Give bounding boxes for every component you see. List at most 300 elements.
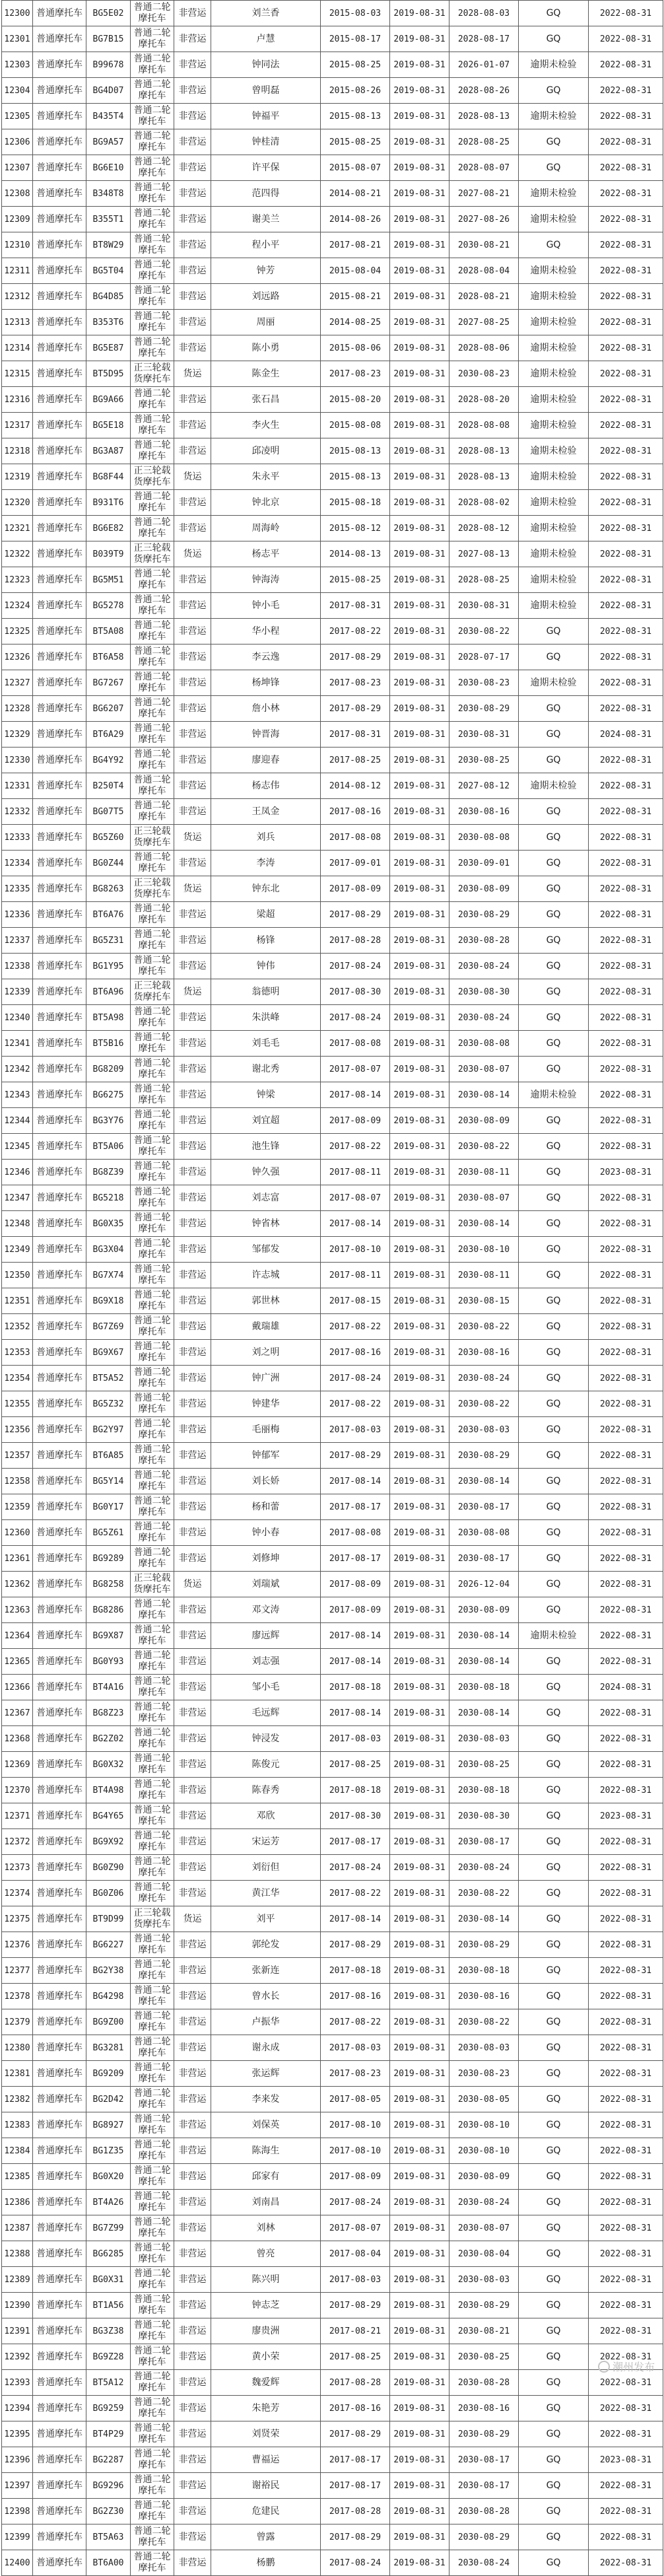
- registration-date-cell: 2017-08-25: [321, 748, 390, 773]
- scrap-date-cell: 2030-08-07: [449, 2215, 519, 2241]
- record-number-cell: 12339: [2, 979, 33, 1005]
- insurance-end-date-cell: 2022-08-31: [589, 1752, 663, 1778]
- insurance-end-date-cell: 2022-08-31: [589, 1829, 663, 1855]
- vehicle-category-cell: 普通摩托车: [33, 799, 86, 825]
- inspection-valid-date-cell: 2019-08-31: [390, 1494, 449, 1520]
- plate-number-cell: BT6A96: [86, 979, 131, 1005]
- record-number-cell: 12353: [2, 1340, 33, 1366]
- registration-date-cell: 2017-08-22: [321, 1314, 390, 1340]
- usage-nature-cell: 非营运: [174, 2550, 211, 2576]
- watermark: [598, 2359, 655, 2374]
- vehicle-category-cell: 普通摩托车: [33, 1005, 86, 1031]
- watermark-text: 潮州发布: [612, 2361, 655, 2373]
- usage-nature-cell: 非营运: [174, 722, 211, 748]
- record-number-cell: 12326: [2, 644, 33, 670]
- usage-nature-cell: 非营运: [174, 258, 211, 284]
- record-number-cell: 12328: [2, 696, 33, 722]
- vehicle-type-cell: 普通二轮摩托车: [131, 2138, 174, 2164]
- registration-date-cell: 2017-08-09: [321, 1572, 390, 1597]
- table-row: [2, 928, 663, 954]
- plate-number-cell: BT5A06: [86, 1134, 131, 1160]
- owner-name-cell: 张运辉: [211, 2061, 321, 2087]
- record-number-cell: 12333: [2, 825, 33, 851]
- table-row: [2, 851, 663, 876]
- usage-nature-cell: 非营运: [174, 1160, 211, 1185]
- insurance-end-date-cell: 2022-08-31: [589, 1855, 663, 1881]
- insurance-end-date-cell: 2022-08-31: [589, 335, 663, 361]
- plate-number-cell: BG9Z28: [86, 2344, 131, 2370]
- vehicle-status-cell: GQ: [519, 1829, 589, 1855]
- table-row: [2, 1675, 663, 1700]
- table-row: [2, 1108, 663, 1134]
- owner-name-cell: 华小程: [211, 619, 321, 644]
- owner-name-cell: 宋运芳: [211, 1829, 321, 1855]
- vehicle-category-cell: 普通摩托车: [33, 1572, 86, 1597]
- vehicle-category-cell: 普通摩托车: [33, 1031, 86, 1057]
- table-row: [2, 1520, 663, 1546]
- plate-number-cell: BG4Y65: [86, 1803, 131, 1829]
- registration-date-cell: 2017-08-05: [321, 2087, 390, 2112]
- record-number-cell: 12300: [2, 1, 33, 26]
- inspection-valid-date-cell: 2019-08-31: [390, 1263, 449, 1288]
- record-number-cell: 12381: [2, 2061, 33, 2087]
- registration-date-cell: 2017-08-07: [321, 2215, 390, 2241]
- scrap-date-cell: 2030-08-14: [449, 1211, 519, 1237]
- insurance-end-date-cell: 2022-08-31: [589, 1778, 663, 1803]
- vehicle-category-cell: 普通摩托车: [33, 567, 86, 593]
- insurance-end-date-cell: 2022-08-31: [589, 1031, 663, 1057]
- plate-number-cell: BG8286: [86, 1597, 131, 1623]
- registration-date-cell: 2017-08-11: [321, 1160, 390, 1185]
- inspection-valid-date-cell: 2019-08-31: [390, 799, 449, 825]
- plate-number-cell: BG9289: [86, 1546, 131, 1572]
- owner-name-cell: 张新连: [211, 1958, 321, 1984]
- vehicle-category-cell: 普通摩托车: [33, 644, 86, 670]
- record-number-cell: 12362: [2, 1572, 33, 1597]
- registration-date-cell: 2017-08-28: [321, 928, 390, 954]
- insurance-end-date-cell: 2022-08-31: [589, 155, 663, 181]
- insurance-end-date-cell: 2022-08-31: [589, 1, 663, 26]
- insurance-end-date-cell: 2022-08-31: [589, 902, 663, 928]
- insurance-end-date-cell: 2022-08-31: [589, 2061, 663, 2087]
- registration-date-cell: 2017-08-03: [321, 1417, 390, 1443]
- insurance-end-date-cell: 2022-08-31: [589, 2138, 663, 2164]
- registration-date-cell: 2017-08-15: [321, 1288, 390, 1314]
- usage-nature-cell: 非营运: [174, 1082, 211, 1108]
- table-row: [2, 78, 663, 104]
- scrap-date-cell: 2030-08-14: [449, 1082, 519, 1108]
- insurance-end-date-cell: 2022-08-31: [589, 1417, 663, 1443]
- vehicle-type-cell: 普通二轮摩托车: [131, 670, 174, 696]
- table-row: [2, 1288, 663, 1314]
- scrap-date-cell: 2030-08-29: [449, 2524, 519, 2550]
- vehicle-type-cell: 普通二轮摩托车: [131, 1211, 174, 1237]
- plate-number-cell: BG5Z31: [86, 928, 131, 954]
- table-row: [2, 258, 663, 284]
- record-number-cell: 12338: [2, 954, 33, 979]
- insurance-end-date-cell: 2022-08-31: [589, 2396, 663, 2421]
- vehicle-status-cell: GQ: [519, 979, 589, 1005]
- owner-name-cell: 谢永成: [211, 2035, 321, 2061]
- vehicle-category-cell: 普通摩托车: [33, 1597, 86, 1623]
- vehicle-status-cell: GQ: [519, 1134, 589, 1160]
- table-row: [2, 799, 663, 825]
- owner-name-cell: 黄江华: [211, 1881, 321, 1906]
- table-row: [2, 825, 663, 851]
- vehicle-type-cell: 普通二轮摩托车: [131, 1340, 174, 1366]
- vehicle-status-cell: GQ: [519, 1958, 589, 1984]
- scrap-date-cell: 2030-08-23: [449, 361, 519, 387]
- insurance-end-date-cell: 2022-08-31: [589, 413, 663, 438]
- usage-nature-cell: 非营运: [174, 1726, 211, 1752]
- owner-name-cell: 钟浸发: [211, 1726, 321, 1752]
- insurance-end-date-cell: 2022-08-31: [589, 2241, 663, 2267]
- scrap-date-cell: 2030-08-18: [449, 1958, 519, 1984]
- usage-nature-cell: 非营运: [174, 799, 211, 825]
- owner-name-cell: 杨和蕾: [211, 1494, 321, 1520]
- owner-name-cell: 张石昌: [211, 387, 321, 413]
- vehicle-status-cell: GQ: [519, 2550, 589, 2576]
- inspection-valid-date-cell: 2019-08-31: [390, 1160, 449, 1185]
- inspection-valid-date-cell: 2019-08-31: [390, 335, 449, 361]
- table-row: [2, 2035, 663, 2061]
- owner-name-cell: 廖远辉: [211, 1623, 321, 1649]
- record-number-cell: 12399: [2, 2524, 33, 2550]
- vehicle-records-table: [1, 0, 663, 2576]
- plate-number-cell: BG2Z30: [86, 2499, 131, 2524]
- table-row: [2, 464, 663, 490]
- usage-nature-cell: 非营运: [174, 1340, 211, 1366]
- vehicle-status-cell: GQ: [519, 1597, 589, 1623]
- vehicle-status-cell: GQ: [519, 1237, 589, 1263]
- vehicle-status-cell: GQ: [519, 1700, 589, 1726]
- insurance-end-date-cell: 2022-08-31: [589, 1185, 663, 1211]
- insurance-end-date-cell: 2022-08-31: [589, 52, 663, 78]
- record-number-cell: 12334: [2, 851, 33, 876]
- plate-number-cell: BG8Z39: [86, 1160, 131, 1185]
- owner-name-cell: 许志城: [211, 1263, 321, 1288]
- record-number-cell: 12337: [2, 928, 33, 954]
- record-number-cell: 12324: [2, 593, 33, 619]
- registration-date-cell: 2017-08-09: [321, 1597, 390, 1623]
- registration-date-cell: 2017-08-24: [321, 2550, 390, 2576]
- owner-name-cell: 程小平: [211, 232, 321, 258]
- scrap-date-cell: 2030-08-24: [449, 1366, 519, 1391]
- inspection-valid-date-cell: 2019-08-31: [390, 207, 449, 232]
- registration-date-cell: 2017-08-29: [321, 644, 390, 670]
- vehicle-category-cell: 普通摩托车: [33, 2190, 86, 2215]
- scrap-date-cell: 2030-08-03: [449, 1726, 519, 1752]
- owner-name-cell: 曾露: [211, 2524, 321, 2550]
- inspection-valid-date-cell: 2019-08-31: [390, 696, 449, 722]
- plate-number-cell: BT5A12: [86, 2370, 131, 2396]
- insurance-end-date-cell: 2022-08-31: [589, 2035, 663, 2061]
- vehicle-category-cell: 普通摩托车: [33, 1881, 86, 1906]
- vehicle-status-cell: GQ: [519, 902, 589, 928]
- plate-number-cell: BG9X18: [86, 1288, 131, 1314]
- owner-name-cell: 钟桂清: [211, 129, 321, 155]
- table-row: [2, 1057, 663, 1082]
- vehicle-category-cell: 普通摩托车: [33, 1211, 86, 1237]
- inspection-valid-date-cell: 2019-08-31: [390, 1572, 449, 1597]
- plate-number-cell: BG9X67: [86, 1340, 131, 1366]
- owner-name-cell: 杨鹏: [211, 2550, 321, 2576]
- insurance-end-date-cell: 2022-08-31: [589, 516, 663, 541]
- registration-date-cell: 2017-08-28: [321, 2370, 390, 2396]
- vehicle-status-cell: 逾期未检验: [519, 1082, 589, 1108]
- plate-number-cell: BG5278: [86, 593, 131, 619]
- vehicle-category-cell: 普通摩托车: [33, 2035, 86, 2061]
- record-number-cell: 12329: [2, 722, 33, 748]
- vehicle-category-cell: 普通摩托车: [33, 2267, 86, 2293]
- vehicle-type-cell: 普通二轮摩托车: [131, 2473, 174, 2499]
- vehicle-category-cell: 普通摩托车: [33, 490, 86, 516]
- insurance-end-date-cell: 2022-08-31: [589, 670, 663, 696]
- inspection-valid-date-cell: 2019-08-31: [390, 2009, 449, 2035]
- registration-date-cell: 2017-08-18: [321, 1675, 390, 1700]
- vehicle-category-cell: 普通摩托车: [33, 2499, 86, 2524]
- scrap-date-cell: 2030-08-17: [449, 1829, 519, 1855]
- record-number-cell: 12384: [2, 2138, 33, 2164]
- registration-date-cell: 2017-08-03: [321, 1726, 390, 1752]
- plate-number-cell: B348T8: [86, 181, 131, 207]
- plate-number-cell: BG9A66: [86, 387, 131, 413]
- inspection-valid-date-cell: 2019-08-31: [390, 2550, 449, 2576]
- scrap-date-cell: 2028-08-03: [449, 1, 519, 26]
- registration-date-cell: 2015-08-17: [321, 26, 390, 52]
- registration-date-cell: 2017-08-18: [321, 1958, 390, 1984]
- usage-nature-cell: 非营运: [174, 2267, 211, 2293]
- scrap-date-cell: 2026-01-07: [449, 52, 519, 78]
- usage-nature-cell: 非营运: [174, 928, 211, 954]
- usage-nature-cell: 非营运: [174, 2241, 211, 2267]
- vehicle-type-cell: 普通二轮摩托车: [131, 1, 174, 26]
- scrap-date-cell: 2027-08-26: [449, 207, 519, 232]
- owner-name-cell: 卢振华: [211, 2009, 321, 2035]
- table-row: [2, 26, 663, 52]
- registration-date-cell: 2017-08-30: [321, 1803, 390, 1829]
- inspection-valid-date-cell: 2019-08-31: [390, 1649, 449, 1675]
- scrap-date-cell: 2030-08-29: [449, 902, 519, 928]
- plate-number-cell: BT9D99: [86, 1906, 131, 1932]
- inspection-valid-date-cell: 2019-08-31: [390, 104, 449, 129]
- usage-nature-cell: 非营运: [174, 2421, 211, 2447]
- vehicle-type-cell: 普通二轮摩托车: [131, 851, 174, 876]
- record-number-cell: 12367: [2, 1700, 33, 1726]
- scrap-date-cell: 2030-08-03: [449, 2035, 519, 2061]
- plate-number-cell: BG7267: [86, 670, 131, 696]
- vehicle-status-cell: GQ: [519, 644, 589, 670]
- record-number-cell: 12347: [2, 1185, 33, 1211]
- insurance-end-date-cell: 2022-08-31: [589, 26, 663, 52]
- vehicle-status-cell: 逾期未检验: [519, 773, 589, 799]
- table-row: [2, 2499, 663, 2524]
- vehicle-type-cell: 普通二轮摩托车: [131, 1623, 174, 1649]
- registration-date-cell: 2015-08-25: [321, 567, 390, 593]
- inspection-valid-date-cell: 2019-08-31: [390, 2370, 449, 2396]
- plate-number-cell: BG8209: [86, 1057, 131, 1082]
- inspection-valid-date-cell: 2019-08-31: [390, 1108, 449, 1134]
- vehicle-status-cell: GQ: [519, 2499, 589, 2524]
- inspection-valid-date-cell: 2019-08-31: [390, 2447, 449, 2473]
- vehicle-type-cell: 正三轮载货摩托车: [131, 1906, 174, 1932]
- table-row: [2, 1752, 663, 1778]
- owner-name-cell: 杨坤锋: [211, 670, 321, 696]
- owner-name-cell: 钟郁军: [211, 1443, 321, 1469]
- usage-nature-cell: 非营运: [174, 1597, 211, 1623]
- scrap-date-cell: 2030-09-01: [449, 851, 519, 876]
- registration-date-cell: 2017-08-29: [321, 2524, 390, 2550]
- owner-name-cell: 范四得: [211, 181, 321, 207]
- record-number-cell: 12307: [2, 155, 33, 181]
- vehicle-type-cell: 普通二轮摩托车: [131, 1417, 174, 1443]
- insurance-end-date-cell: 2022-08-31: [589, 2370, 663, 2396]
- scrap-date-cell: 2026-12-04: [449, 1572, 519, 1597]
- vehicle-status-cell: GQ: [519, 1752, 589, 1778]
- plate-number-cell: BT5B16: [86, 1031, 131, 1057]
- vehicle-category-cell: 普通摩托车: [33, 1417, 86, 1443]
- record-number-cell: 12311: [2, 258, 33, 284]
- usage-nature-cell: 非营运: [174, 26, 211, 52]
- registration-date-cell: 2014-08-21: [321, 181, 390, 207]
- vehicle-status-cell: 逾期未检验: [519, 567, 589, 593]
- watermark-logo-icon: [598, 2361, 610, 2373]
- insurance-end-date-cell: 2022-08-31: [589, 1597, 663, 1623]
- vehicle-type-cell: 普通二轮摩托车: [131, 104, 174, 129]
- plate-number-cell: BG4Y92: [86, 748, 131, 773]
- vehicle-status-cell: GQ: [519, 1649, 589, 1675]
- vehicle-type-cell: 普通二轮摩托车: [131, 1237, 174, 1263]
- insurance-end-date-cell: 2022-08-31: [589, 1932, 663, 1958]
- table-row: [2, 1469, 663, 1494]
- inspection-valid-date-cell: 2019-08-31: [390, 464, 449, 490]
- usage-nature-cell: 非营运: [174, 593, 211, 619]
- registration-date-cell: 2017-08-22: [321, 1881, 390, 1906]
- vehicle-type-cell: 普通二轮摩托车: [131, 748, 174, 773]
- vehicle-type-cell: 普通二轮摩托车: [131, 2344, 174, 2370]
- table-row: [2, 902, 663, 928]
- record-number-cell: 12356: [2, 1417, 33, 1443]
- scrap-date-cell: 2028-08-12: [449, 516, 519, 541]
- inspection-valid-date-cell: 2019-08-31: [390, 2421, 449, 2447]
- vehicle-status-cell: 逾期未检验: [519, 387, 589, 413]
- vehicle-type-cell: 普通二轮摩托车: [131, 1932, 174, 1958]
- table-row: [2, 1958, 663, 1984]
- record-number-cell: 12368: [2, 1726, 33, 1752]
- table-row: [2, 1881, 663, 1906]
- vehicle-status-cell: 逾期未检验: [519, 310, 589, 335]
- table-row: [2, 387, 663, 413]
- inspection-valid-date-cell: 2019-08-31: [390, 2267, 449, 2293]
- insurance-end-date-cell: 2022-08-31: [589, 541, 663, 567]
- record-number-cell: 12310: [2, 232, 33, 258]
- vehicle-category-cell: 普通摩托车: [33, 2447, 86, 2473]
- table-row: [2, 2524, 663, 2550]
- vehicle-status-cell: GQ: [519, 799, 589, 825]
- vehicle-type-cell: 普通二轮摩托车: [131, 2190, 174, 2215]
- insurance-end-date-cell: 2022-08-31: [589, 1082, 663, 1108]
- insurance-end-date-cell: 2022-08-31: [589, 284, 663, 310]
- plate-number-cell: BG0Z44: [86, 851, 131, 876]
- vehicle-status-cell: 逾期未检验: [519, 593, 589, 619]
- record-number-cell: 12350: [2, 1263, 33, 1288]
- table-row: [2, 2112, 663, 2138]
- inspection-valid-date-cell: 2019-08-31: [390, 2087, 449, 2112]
- vehicle-type-cell: 普通二轮摩托车: [131, 258, 174, 284]
- registration-date-cell: 2017-08-10: [321, 2112, 390, 2138]
- table-row: [2, 2215, 663, 2241]
- record-number-cell: 12366: [2, 1675, 33, 1700]
- vehicle-status-cell: GQ: [519, 1984, 589, 2009]
- scrap-date-cell: 2030-08-24: [449, 1855, 519, 1881]
- inspection-valid-date-cell: 2019-08-31: [390, 1700, 449, 1726]
- registration-date-cell: 2015-08-07: [321, 155, 390, 181]
- record-number-cell: 12359: [2, 1494, 33, 1520]
- vehicle-type-cell: 普通二轮摩托车: [131, 26, 174, 52]
- registration-date-cell: 2017-08-29: [321, 2293, 390, 2318]
- registration-date-cell: 2015-08-13: [321, 464, 390, 490]
- usage-nature-cell: 非营运: [174, 1031, 211, 1057]
- vehicle-category-cell: 普通摩托车: [33, 979, 86, 1005]
- insurance-end-date-cell: 2022-08-31: [589, 387, 663, 413]
- table-body: [2, 1, 663, 2576]
- owner-name-cell: 钟东北: [211, 876, 321, 902]
- usage-nature-cell: 非营运: [174, 2112, 211, 2138]
- vehicle-category-cell: 普通摩托车: [33, 2550, 86, 2576]
- record-number-cell: 12387: [2, 2215, 33, 2241]
- usage-nature-cell: 非营运: [174, 1057, 211, 1082]
- vehicle-status-cell: GQ: [519, 1031, 589, 1057]
- registration-date-cell: 2017-08-09: [321, 2164, 390, 2190]
- plate-number-cell: BG2Z02: [86, 1726, 131, 1752]
- vehicle-status-cell: GQ: [519, 1520, 589, 1546]
- owner-name-cell: 危建民: [211, 2499, 321, 2524]
- owner-name-cell: 朱永平: [211, 464, 321, 490]
- record-number-cell: 12397: [2, 2473, 33, 2499]
- vehicle-status-cell: GQ: [519, 2061, 589, 2087]
- table-row: [2, 1494, 663, 1520]
- usage-nature-cell: 非营运: [174, 1391, 211, 1417]
- vehicle-category-cell: 普通摩托车: [33, 1340, 86, 1366]
- scrap-date-cell: 2030-08-22: [449, 1881, 519, 1906]
- owner-name-cell: 钟小春: [211, 1520, 321, 1546]
- table-row: [2, 1649, 663, 1675]
- table-row: [2, 2241, 663, 2267]
- owner-name-cell: 郭世林: [211, 1288, 321, 1314]
- scrap-date-cell: 2030-08-17: [449, 1494, 519, 1520]
- vehicle-type-cell: 正三轮载货摩托车: [131, 464, 174, 490]
- record-number-cell: 12332: [2, 799, 33, 825]
- usage-nature-cell: 非营运: [174, 413, 211, 438]
- inspection-valid-date-cell: 2019-08-31: [390, 1443, 449, 1469]
- vehicle-type-cell: 普通二轮摩托车: [131, 310, 174, 335]
- vehicle-type-cell: 正三轮载货摩托车: [131, 825, 174, 851]
- vehicle-type-cell: 普通二轮摩托车: [131, 1005, 174, 1031]
- vehicle-category-cell: 普通摩托车: [33, 1160, 86, 1185]
- vehicle-type-cell: 普通二轮摩托车: [131, 902, 174, 928]
- vehicle-status-cell: GQ: [519, 1675, 589, 1700]
- record-number-cell: 12323: [2, 567, 33, 593]
- owner-name-cell: 刘志强: [211, 1649, 321, 1675]
- vehicle-status-cell: GQ: [519, 232, 589, 258]
- registration-date-cell: 2015-08-03: [321, 1, 390, 26]
- vehicle-category-cell: 普通摩托车: [33, 1752, 86, 1778]
- registration-date-cell: 2017-08-10: [321, 1237, 390, 1263]
- insurance-end-date-cell: 2024-08-31: [589, 722, 663, 748]
- insurance-end-date-cell: 2022-08-31: [589, 619, 663, 644]
- usage-nature-cell: 非营运: [174, 954, 211, 979]
- registration-date-cell: 2014-08-25: [321, 310, 390, 335]
